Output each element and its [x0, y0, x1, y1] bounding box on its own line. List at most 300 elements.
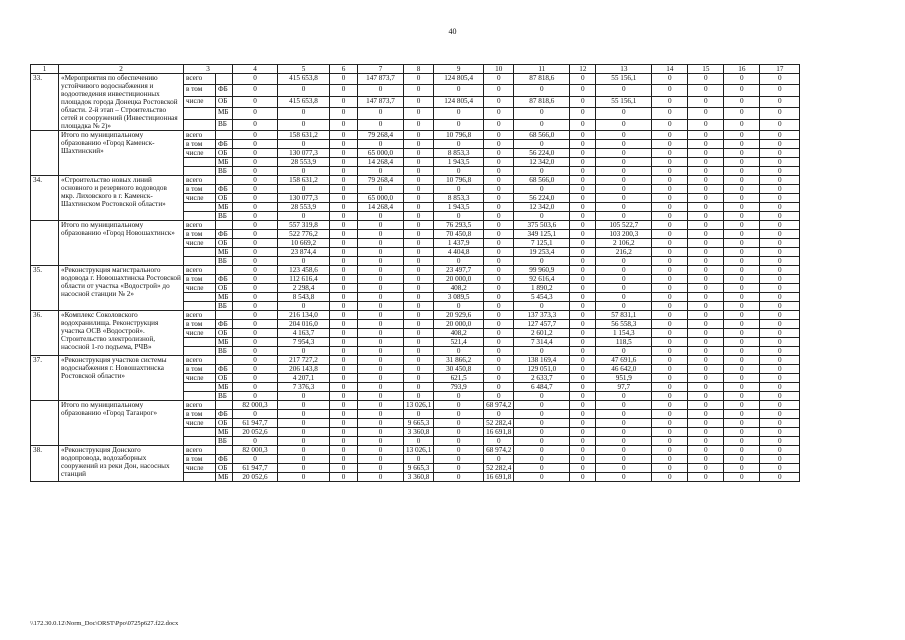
- value-cell: 13 026,1: [404, 446, 434, 455]
- value-cell: 0: [434, 455, 484, 464]
- value-cell: 0: [760, 149, 800, 158]
- value-cell: 2 601,2: [514, 329, 570, 338]
- including-label: в том: [184, 320, 216, 329]
- value-cell: 87 818,6: [514, 96, 570, 107]
- value-cell: 0: [688, 131, 724, 140]
- header-cell: 4: [233, 65, 278, 74]
- value-cell: 0: [570, 437, 596, 446]
- value-cell: 0: [760, 140, 800, 149]
- value-cell: 0: [278, 455, 330, 464]
- value-cell: 0: [760, 212, 800, 221]
- value-cell: 0: [570, 311, 596, 320]
- value-cell: 10 796,8: [434, 176, 484, 185]
- value-cell: 0: [570, 329, 596, 338]
- value-cell: 0: [514, 108, 570, 119]
- value-cell: 0: [688, 239, 724, 248]
- value-cell: 0: [570, 203, 596, 212]
- value-cell: 0: [484, 149, 514, 158]
- value-cell: 621,5: [434, 374, 484, 383]
- value-cell: 0: [688, 149, 724, 158]
- value-cell: 0: [596, 410, 652, 419]
- value-cell: 0: [760, 446, 800, 455]
- value-cell: 7 954,3: [278, 338, 330, 347]
- value-cell: 0: [760, 74, 800, 85]
- value-cell: 0: [760, 401, 800, 410]
- funding-source: ВБ: [216, 212, 233, 221]
- value-cell: 4 163,7: [278, 329, 330, 338]
- value-cell: 0: [358, 167, 404, 176]
- program-table: [30, 64, 800, 482]
- value-cell: 0: [233, 74, 278, 85]
- value-cell: 9 665,3: [404, 419, 434, 428]
- value-cell: 0: [484, 119, 514, 130]
- value-cell: 0: [688, 203, 724, 212]
- value-cell: 0: [278, 446, 330, 455]
- value-cell: 0: [688, 221, 724, 230]
- value-cell: 0: [724, 74, 760, 85]
- value-cell: 0: [724, 167, 760, 176]
- including-label: в том: [184, 85, 216, 96]
- value-cell: 99 960,9: [514, 266, 570, 275]
- value-cell: 0: [688, 410, 724, 419]
- including-label: числе: [184, 194, 216, 203]
- value-cell: 0: [688, 85, 724, 96]
- value-cell: 0: [404, 108, 434, 119]
- value-cell: 0: [233, 257, 278, 266]
- value-cell: 31 866,2: [434, 356, 484, 365]
- value-cell: 0: [484, 374, 514, 383]
- value-cell: 0: [652, 119, 688, 130]
- value-cell: 0: [570, 167, 596, 176]
- value-cell: 12 342,0: [514, 203, 570, 212]
- value-cell: 0: [358, 428, 404, 437]
- value-cell: 0: [330, 437, 358, 446]
- value-cell: 79 268,4: [358, 131, 404, 140]
- value-cell: 0: [514, 410, 570, 419]
- value-cell: 0: [358, 473, 404, 482]
- value-cell: 0: [358, 108, 404, 119]
- value-cell: 0: [596, 176, 652, 185]
- header-row: [31, 65, 800, 74]
- value-cell: 52 282,4: [484, 464, 514, 473]
- value-cell: 0: [570, 230, 596, 239]
- value-cell: 0: [404, 437, 434, 446]
- value-cell: 0: [434, 473, 484, 482]
- value-cell: 0: [724, 347, 760, 356]
- value-cell: 0: [760, 96, 800, 107]
- total-label: всего: [184, 74, 216, 85]
- value-cell: 0: [233, 320, 278, 329]
- value-cell: 0: [233, 383, 278, 392]
- header-cell: 3: [184, 65, 233, 74]
- value-cell: 0: [278, 392, 330, 401]
- value-cell: 147 873,7: [358, 74, 404, 85]
- value-cell: 0: [358, 464, 404, 473]
- value-cell: 0: [484, 356, 514, 365]
- value-cell: 0: [514, 464, 570, 473]
- funding-source: ФБ: [216, 320, 233, 329]
- value-cell: 0: [652, 464, 688, 473]
- value-cell: 0: [760, 383, 800, 392]
- value-cell: 0: [688, 266, 724, 275]
- value-cell: 0: [278, 212, 330, 221]
- value-cell: 0: [514, 167, 570, 176]
- value-cell: 4 404,8: [434, 248, 484, 257]
- value-cell: 129 051,0: [514, 365, 570, 374]
- value-cell: 61 947,7: [233, 419, 278, 428]
- value-cell: 0: [404, 203, 434, 212]
- value-cell: 0: [688, 167, 724, 176]
- value-cell: 0: [330, 428, 358, 437]
- header-cell: 17: [760, 65, 800, 74]
- value-cell: 0: [760, 464, 800, 473]
- value-cell: 0: [514, 473, 570, 482]
- value-cell: 415 653,8: [278, 96, 330, 107]
- value-cell: 0: [404, 131, 434, 140]
- value-cell: 0: [330, 194, 358, 203]
- value-cell: 0: [652, 257, 688, 266]
- value-cell: 0: [760, 437, 800, 446]
- header-cell: 13: [596, 65, 652, 74]
- value-cell: 0: [404, 140, 434, 149]
- value-cell: 0: [404, 410, 434, 419]
- value-cell: 0: [596, 194, 652, 203]
- header-cell: 9: [434, 65, 484, 74]
- value-cell: 557 319,8: [278, 221, 330, 230]
- value-cell: 158 631,2: [278, 131, 330, 140]
- empty-label-cell: [184, 119, 216, 130]
- value-cell: 0: [233, 356, 278, 365]
- value-cell: 0: [330, 203, 358, 212]
- header-cell: 16: [724, 65, 760, 74]
- value-cell: 0: [724, 176, 760, 185]
- value-cell: 130 077,3: [278, 194, 330, 203]
- table-row: [31, 221, 800, 230]
- value-cell: 56 224,0: [514, 194, 570, 203]
- value-cell: 0: [688, 446, 724, 455]
- value-cell: 147 873,7: [358, 96, 404, 107]
- value-cell: 0: [570, 239, 596, 248]
- funding-source: МБ: [216, 383, 233, 392]
- value-cell: 0: [484, 108, 514, 119]
- value-cell: 0: [724, 140, 760, 149]
- table-row: [31, 356, 800, 365]
- value-cell: 2 298,4: [278, 284, 330, 293]
- value-cell: 0: [404, 347, 434, 356]
- value-cell: 204 016,0: [278, 320, 330, 329]
- funding-source: ВБ: [216, 392, 233, 401]
- value-cell: 4 207,1: [278, 374, 330, 383]
- empty-label-cell: [184, 167, 216, 176]
- value-cell: 3 360,8: [404, 473, 434, 482]
- value-cell: 0: [570, 356, 596, 365]
- item-number: [31, 401, 59, 446]
- value-cell: 1 943,5: [434, 203, 484, 212]
- value-cell: 0: [760, 338, 800, 347]
- value-cell: 0: [570, 74, 596, 85]
- value-cell: 0: [514, 302, 570, 311]
- value-cell: 0: [652, 419, 688, 428]
- total-label: всего: [184, 131, 216, 140]
- value-cell: 0: [514, 140, 570, 149]
- value-cell: 0: [724, 149, 760, 158]
- value-cell: 0: [760, 230, 800, 239]
- value-cell: 158 631,2: [278, 176, 330, 185]
- value-cell: 0: [233, 149, 278, 158]
- value-cell: 0: [358, 374, 404, 383]
- value-cell: 0: [596, 167, 652, 176]
- value-cell: 0: [404, 455, 434, 464]
- value-cell: 0: [724, 419, 760, 428]
- value-cell: 0: [233, 455, 278, 464]
- value-cell: 0: [484, 185, 514, 194]
- value-cell: 0: [358, 347, 404, 356]
- value-cell: 0: [724, 185, 760, 194]
- item-name: Итого по муниципальному образованию «Город Каменск-Шахтинский»: [59, 131, 184, 176]
- value-cell: 0: [330, 401, 358, 410]
- value-cell: 0: [724, 203, 760, 212]
- value-cell: 0: [570, 410, 596, 419]
- value-cell: 0: [570, 347, 596, 356]
- funding-source: ОБ: [216, 374, 233, 383]
- value-cell: 0: [404, 149, 434, 158]
- value-cell: 0: [760, 365, 800, 374]
- value-cell: 0: [484, 266, 514, 275]
- funding-source: ФБ: [216, 410, 233, 419]
- value-cell: 82 000,3: [233, 446, 278, 455]
- value-cell: 0: [652, 347, 688, 356]
- value-cell: 0: [484, 275, 514, 284]
- value-cell: 0: [484, 329, 514, 338]
- value-cell: 0: [330, 392, 358, 401]
- value-cell: 130 077,3: [278, 149, 330, 158]
- value-cell: 0: [596, 392, 652, 401]
- funding-source: ФБ: [216, 140, 233, 149]
- value-cell: 0: [358, 437, 404, 446]
- funding-source: ОБ: [216, 329, 233, 338]
- value-cell: 8 853,3: [434, 194, 484, 203]
- value-cell: 0: [484, 248, 514, 257]
- value-cell: 0: [404, 356, 434, 365]
- value-cell: 20 052,6: [233, 473, 278, 482]
- value-cell: 8 543,8: [278, 293, 330, 302]
- value-cell: 0: [330, 230, 358, 239]
- funding-source: ФБ: [216, 275, 233, 284]
- value-cell: 0: [484, 293, 514, 302]
- value-cell: 47 691,6: [596, 356, 652, 365]
- value-cell: 0: [724, 108, 760, 119]
- total-label: всего: [184, 176, 216, 185]
- value-cell: 0: [724, 293, 760, 302]
- value-cell: 0: [484, 284, 514, 293]
- value-cell: 0: [724, 311, 760, 320]
- funding-source: ОБ: [216, 284, 233, 293]
- value-cell: 0: [434, 185, 484, 194]
- value-cell: 0: [233, 347, 278, 356]
- value-cell: 0: [484, 365, 514, 374]
- value-cell: 0: [330, 221, 358, 230]
- value-cell: 65 000,0: [358, 194, 404, 203]
- value-cell: 0: [484, 410, 514, 419]
- value-cell: 56 224,0: [514, 149, 570, 158]
- value-cell: 0: [688, 329, 724, 338]
- value-cell: 0: [484, 455, 514, 464]
- value-cell: 0: [688, 419, 724, 428]
- including-label: в том: [184, 365, 216, 374]
- value-cell: 0: [652, 194, 688, 203]
- value-cell: 0: [233, 392, 278, 401]
- value-cell: 0: [514, 185, 570, 194]
- value-cell: 0: [760, 85, 800, 96]
- value-cell: 0: [570, 455, 596, 464]
- value-cell: 7 125,1: [514, 239, 570, 248]
- header-cell: 2: [59, 65, 184, 74]
- value-cell: 0: [434, 419, 484, 428]
- value-cell: 0: [404, 221, 434, 230]
- value-cell: 87 818,6: [514, 74, 570, 85]
- value-cell: 0: [233, 311, 278, 320]
- value-cell: 0: [688, 347, 724, 356]
- including-label: в том: [184, 230, 216, 239]
- value-cell: 0: [330, 140, 358, 149]
- value-cell: 0: [652, 221, 688, 230]
- empty-label-cell: [184, 158, 216, 167]
- value-cell: 0: [688, 338, 724, 347]
- value-cell: 1 890,2: [514, 284, 570, 293]
- value-cell: 0: [358, 311, 404, 320]
- including-label: числе: [184, 284, 216, 293]
- value-cell: 0: [688, 473, 724, 482]
- funding-source: ФБ: [216, 365, 233, 374]
- funding-source: [216, 221, 233, 230]
- value-cell: 28 553,9: [278, 158, 330, 167]
- value-cell: 0: [484, 383, 514, 392]
- table-row: [31, 311, 800, 320]
- funding-source: ВБ: [216, 167, 233, 176]
- empty-label-cell: [184, 108, 216, 119]
- value-cell: 0: [688, 401, 724, 410]
- value-cell: 0: [358, 293, 404, 302]
- value-cell: 0: [760, 239, 800, 248]
- value-cell: 0: [358, 401, 404, 410]
- value-cell: 793,9: [434, 383, 484, 392]
- value-cell: 0: [233, 230, 278, 239]
- value-cell: 0: [330, 167, 358, 176]
- funding-source: ВБ: [216, 257, 233, 266]
- value-cell: 0: [330, 266, 358, 275]
- value-cell: 0: [724, 230, 760, 239]
- value-cell: 0: [233, 140, 278, 149]
- value-cell: 0: [570, 320, 596, 329]
- header-cell: 10: [484, 65, 514, 74]
- value-cell: 0: [724, 356, 760, 365]
- value-cell: 0: [358, 140, 404, 149]
- value-cell: 12 342,0: [514, 158, 570, 167]
- value-cell: 0: [688, 248, 724, 257]
- value-cell: 0: [358, 230, 404, 239]
- empty-label-cell: [184, 293, 216, 302]
- value-cell: 216,2: [596, 248, 652, 257]
- empty-label-cell: [184, 302, 216, 311]
- value-cell: 0: [724, 248, 760, 257]
- empty-label-cell: [184, 203, 216, 212]
- value-cell: 0: [570, 185, 596, 194]
- funding-source: МБ: [216, 293, 233, 302]
- value-cell: 0: [434, 140, 484, 149]
- header-cell: 8: [404, 65, 434, 74]
- value-cell: 0: [404, 383, 434, 392]
- empty-label-cell: [184, 383, 216, 392]
- value-cell: 0: [652, 108, 688, 119]
- value-cell: 0: [514, 347, 570, 356]
- value-cell: 0: [358, 302, 404, 311]
- value-cell: 0: [724, 383, 760, 392]
- value-cell: 0: [688, 194, 724, 203]
- value-cell: 0: [688, 437, 724, 446]
- value-cell: 0: [278, 167, 330, 176]
- value-cell: 0: [570, 257, 596, 266]
- value-cell: 0: [404, 212, 434, 221]
- header-cell: 7: [358, 65, 404, 74]
- value-cell: 0: [724, 275, 760, 284]
- value-cell: 0: [760, 131, 800, 140]
- value-cell: 0: [358, 212, 404, 221]
- value-cell: 0: [404, 239, 434, 248]
- value-cell: 0: [278, 108, 330, 119]
- value-cell: 0: [724, 158, 760, 167]
- header-cell: 5: [278, 65, 330, 74]
- item-number: 36.: [31, 311, 59, 356]
- value-cell: 0: [233, 96, 278, 107]
- value-cell: 0: [724, 446, 760, 455]
- value-cell: 8 853,3: [434, 149, 484, 158]
- empty-label-cell: [184, 212, 216, 221]
- value-cell: 0: [688, 230, 724, 239]
- funding-source: ФБ: [216, 455, 233, 464]
- value-cell: 0: [652, 74, 688, 85]
- value-cell: 0: [570, 473, 596, 482]
- value-cell: 105 522,7: [596, 221, 652, 230]
- value-cell: 0: [358, 284, 404, 293]
- value-cell: 20 000,0: [434, 320, 484, 329]
- value-cell: 0: [330, 212, 358, 221]
- value-cell: 0: [484, 96, 514, 107]
- value-cell: 0: [358, 365, 404, 374]
- value-cell: 0: [330, 455, 358, 464]
- value-cell: 0: [514, 428, 570, 437]
- value-cell: 0: [358, 320, 404, 329]
- including-label: числе: [184, 419, 216, 428]
- value-cell: 0: [688, 96, 724, 107]
- value-cell: 0: [570, 248, 596, 257]
- value-cell: 1 943,5: [434, 158, 484, 167]
- value-cell: 0: [358, 257, 404, 266]
- value-cell: 0: [596, 266, 652, 275]
- value-cell: 0: [652, 374, 688, 383]
- value-cell: 0: [434, 85, 484, 96]
- value-cell: 0: [330, 446, 358, 455]
- value-cell: 0: [330, 149, 358, 158]
- value-cell: 0: [760, 167, 800, 176]
- funding-source: [216, 266, 233, 275]
- value-cell: 0: [484, 212, 514, 221]
- value-cell: 0: [404, 365, 434, 374]
- value-cell: 9 665,3: [404, 464, 434, 473]
- value-cell: 0: [330, 158, 358, 167]
- value-cell: 52 282,4: [484, 419, 514, 428]
- value-cell: 0: [570, 401, 596, 410]
- value-cell: 0: [652, 248, 688, 257]
